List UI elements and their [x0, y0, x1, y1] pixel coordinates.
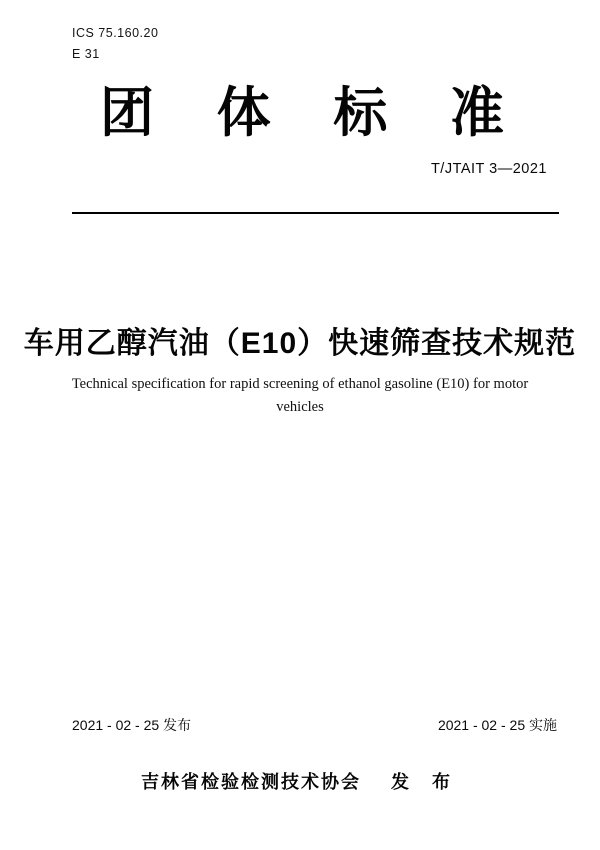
- standard-number: T/JTAIT 3—2021: [430, 161, 547, 177]
- standard-type-char: 标: [333, 83, 388, 143]
- dates-row: [72, 715, 557, 735]
- implement-date: 2021 - 02 - 25 实施: [437, 717, 557, 733]
- document-title-en: Technical specification for rapid screening of ethanol gasoline (E10) for motor vehicles: [71, 376, 529, 415]
- publisher-line: [0, 768, 600, 794]
- classification-code: E 31: [72, 47, 100, 61]
- header-divider-line: [72, 212, 559, 214]
- publisher-name: 吉林省检验检测技术协会: [140, 772, 361, 792]
- standard-type-char: 体: [216, 83, 271, 143]
- document-title-cn: 车用乙醇汽油（E10）快速筛查技术规范: [23, 327, 577, 360]
- standard-type-title: [100, 82, 504, 144]
- classification-block: [72, 23, 158, 65]
- publish-action-label: 发 布: [390, 772, 459, 792]
- standard-type-char: 准: [449, 83, 504, 143]
- ics-code: ICS 75.160.20: [72, 26, 159, 40]
- issue-date: 2021 - 02 - 25 发布: [72, 717, 192, 733]
- standard-type-char: 团: [100, 83, 154, 143]
